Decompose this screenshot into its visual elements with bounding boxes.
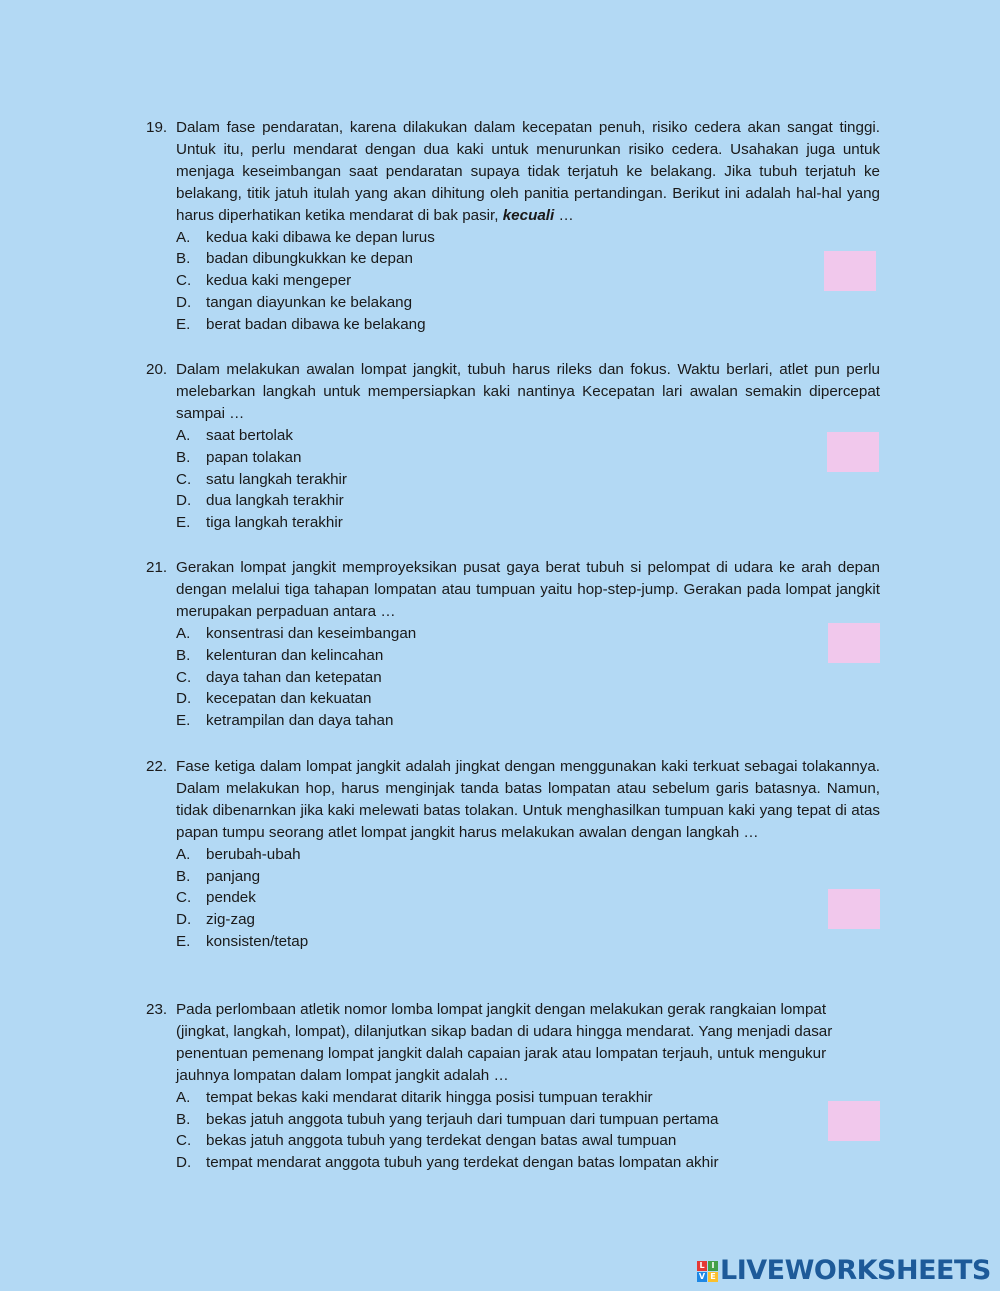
option-text: satu langkah terakhir xyxy=(206,470,347,488)
answer-box-21[interactable] xyxy=(828,623,880,663)
answer-box-19[interactable] xyxy=(824,251,876,291)
option-d xyxy=(176,1152,880,1174)
option-letter: A. xyxy=(176,624,191,642)
option-text: konsisten/tetap xyxy=(206,933,309,951)
option-letter: A. xyxy=(176,1088,191,1106)
question-19 xyxy=(146,117,880,336)
question-text: Pada perlombaan atletik nomor lomba lompat jangkit dengan melakukan gerak rangkaian lompat (jingkat, langkah, lompat), dilanjutkan sikap badan di udara hingga mendarat. Yang menjadi dasar penentuan pemenang lompat jangkit dalah capaian jarak atau lompatan terjauh, untuk mengukur jauhnya lompatan dalam lompat jangkit adalah … xyxy=(176,1001,833,1084)
option-text: dua langkah terakhir xyxy=(206,492,344,510)
option-letter: B. xyxy=(176,250,191,268)
option-letter: B. xyxy=(176,867,191,885)
option-a xyxy=(176,227,880,249)
option-letter: D. xyxy=(176,690,192,708)
option-c xyxy=(176,270,880,292)
question-number: 22. xyxy=(146,758,168,775)
option-b xyxy=(176,248,880,270)
option-letter: C. xyxy=(176,1132,192,1150)
option-text: tempat mendarat anggota tubuh yang terdekat dengan batas lompatan akhir xyxy=(206,1154,719,1172)
option-list xyxy=(146,425,880,534)
option-c xyxy=(176,1130,880,1152)
option-letter: B. xyxy=(176,1110,191,1128)
question-text: Gerakan lompat jangkit memproyeksikan pusat gaya berat tubuh si pelompat di udara ke arah depan dengan melalui tiga tahapan lompatan atau tumpuan yaitu hop-step-jump. Gerakan pada lompat jangkit merupakan perpaduan antara … xyxy=(176,559,880,620)
option-text: konsentrasi dan keseimbangan xyxy=(206,624,417,642)
question-23 xyxy=(146,999,880,1174)
option-list xyxy=(146,844,880,953)
option-list xyxy=(146,227,880,336)
option-letter: C. xyxy=(176,470,192,488)
option-b xyxy=(176,866,880,888)
option-e xyxy=(176,931,880,953)
option-d xyxy=(176,909,880,931)
option-text: daya tahan dan ketepatan xyxy=(206,668,382,686)
option-text: badan dibungkukkan ke depan xyxy=(206,250,413,268)
option-a xyxy=(176,844,880,866)
option-letter: E. xyxy=(176,514,191,532)
option-c xyxy=(176,667,880,689)
option-letter: E. xyxy=(176,316,191,334)
answer-box-20[interactable] xyxy=(827,432,879,472)
logo-letter: V xyxy=(698,1271,706,1281)
logo-letter: E xyxy=(708,1272,718,1282)
option-e xyxy=(176,512,880,534)
option-text: bekas jatuh anggota tubuh yang terdekat dengan batas awal tumpuan xyxy=(206,1132,677,1150)
option-text: panjang xyxy=(206,867,261,885)
option-text: kedua kaki mengeper xyxy=(206,272,352,290)
option-letter: E. xyxy=(176,933,191,951)
option-list xyxy=(146,1087,880,1175)
option-text: tempat bekas kaki mendarat ditarik hingga posisi tumpuan terakhir xyxy=(206,1088,653,1106)
option-text: pendek xyxy=(206,889,256,907)
option-a xyxy=(176,425,880,447)
option-letter: A. xyxy=(176,426,191,444)
option-letter: A. xyxy=(176,228,191,246)
question-stem xyxy=(146,999,880,1087)
option-text: papan tolakan xyxy=(206,448,302,466)
option-letter: D. xyxy=(176,911,192,929)
option-e xyxy=(176,314,880,336)
option-text: kelenturan dan kelincahan xyxy=(206,646,384,664)
question-21 xyxy=(146,557,880,732)
option-c xyxy=(176,887,880,909)
option-list xyxy=(146,623,880,732)
option-d xyxy=(176,292,880,314)
option-letter: C. xyxy=(176,668,192,686)
option-text: saat bertolak xyxy=(206,426,293,444)
question-number: 21. xyxy=(146,559,168,576)
question-text: Fase ketiga dalam lompat jangkit adalah jingkat dengan menggunakan kaki terkuat sebagai tolakannya. Dalam melakukan hop, harus menginjak tanda batas lompatan atau sebelum garis batasnya. Namun, tidak dibenarnkan jika kaki melewati batas tolakan. Untuk menghasilkan tumpuan kaki yang tepat di atas papan tumpu seorang atlet lompat jangkit harus melakukan awalan dengan langkah … xyxy=(176,758,880,841)
option-c xyxy=(176,469,880,491)
option-text: zig-zag xyxy=(206,911,255,929)
option-e xyxy=(176,710,880,732)
option-text: ketrampilan dan daya tahan xyxy=(206,712,394,730)
question-text: Dalam fase pendaratan, karena dilakukan dalam kecepatan penuh, risiko cedera akan sangat tinggi. Untuk itu, perlu mendarat dengan dua kaki untuk menurunkan risiko cedera. Usahakan juga untuk menjaga keseimbangan saat pendaratan supaya tidak terjatuh ke belakang. Jika tubuh terjatuh ke belakang, titik jatuh itulah yang akan dihitung oleh panitia pertandingan. Berikut ini adalah hal-hal yang harus diperhatikan ketika mendarat di bak pasir, kecuali … xyxy=(176,119,880,224)
answer-box-23[interactable] xyxy=(828,1101,880,1141)
option-text: berubah-ubah xyxy=(206,845,301,863)
question-stem xyxy=(146,359,880,425)
question-stem xyxy=(146,557,880,623)
option-letter: B. xyxy=(176,646,191,664)
question-20 xyxy=(146,359,880,534)
brand-text: LIVEWORKSHEETS xyxy=(720,1255,991,1286)
option-a xyxy=(176,1087,880,1109)
logo-letter: I xyxy=(708,1261,718,1271)
option-letter: D. xyxy=(176,294,192,312)
option-letter: D. xyxy=(176,492,192,510)
option-b xyxy=(176,645,880,667)
option-text: kecepatan dan kekuatan xyxy=(206,690,372,708)
option-letter: D. xyxy=(176,1154,192,1172)
answer-box-22[interactable] xyxy=(828,889,880,929)
question-22 xyxy=(146,756,880,953)
option-b xyxy=(176,447,880,469)
option-a xyxy=(176,623,880,645)
question-emphasis: kecuali xyxy=(502,206,555,224)
option-b xyxy=(176,1109,880,1131)
question-stem xyxy=(146,117,880,227)
option-d xyxy=(176,688,880,710)
question-number: 23. xyxy=(146,1001,168,1018)
option-text: tiga langkah terakhir xyxy=(206,514,343,532)
question-number: 20. xyxy=(146,361,168,378)
logo-letter: L xyxy=(697,1261,707,1271)
question-text: Dalam melakukan awalan lompat jangkit, tubuh harus rileks dan fokus. Waktu berlari, atlet pun perlu melebarkan langkah untuk mempersiapkan kaki nantinya Kecepatan lari awalan semakin dipercepat sampai … xyxy=(176,361,880,422)
question-number: 19. xyxy=(146,119,168,136)
option-letter: C. xyxy=(176,889,192,907)
option-text: kedua kaki dibawa ke depan lurus xyxy=(206,228,435,246)
option-letter: A. xyxy=(176,845,191,863)
option-d xyxy=(176,490,880,512)
option-text: berat badan dibawa ke belakang xyxy=(206,316,426,334)
liveworksheets-brand[interactable] xyxy=(697,1257,991,1285)
option-letter: E. xyxy=(176,712,191,730)
option-text: bekas jatuh anggota tubuh yang terjauh dari tumpuan dari tumpuan pertama xyxy=(206,1110,719,1128)
option-letter: C. xyxy=(176,272,192,290)
question-stem xyxy=(146,756,880,844)
option-letter: B. xyxy=(176,448,191,466)
option-text: tangan diayunkan ke belakang xyxy=(206,294,413,312)
liveworksheets-logo-icon xyxy=(697,1261,718,1282)
